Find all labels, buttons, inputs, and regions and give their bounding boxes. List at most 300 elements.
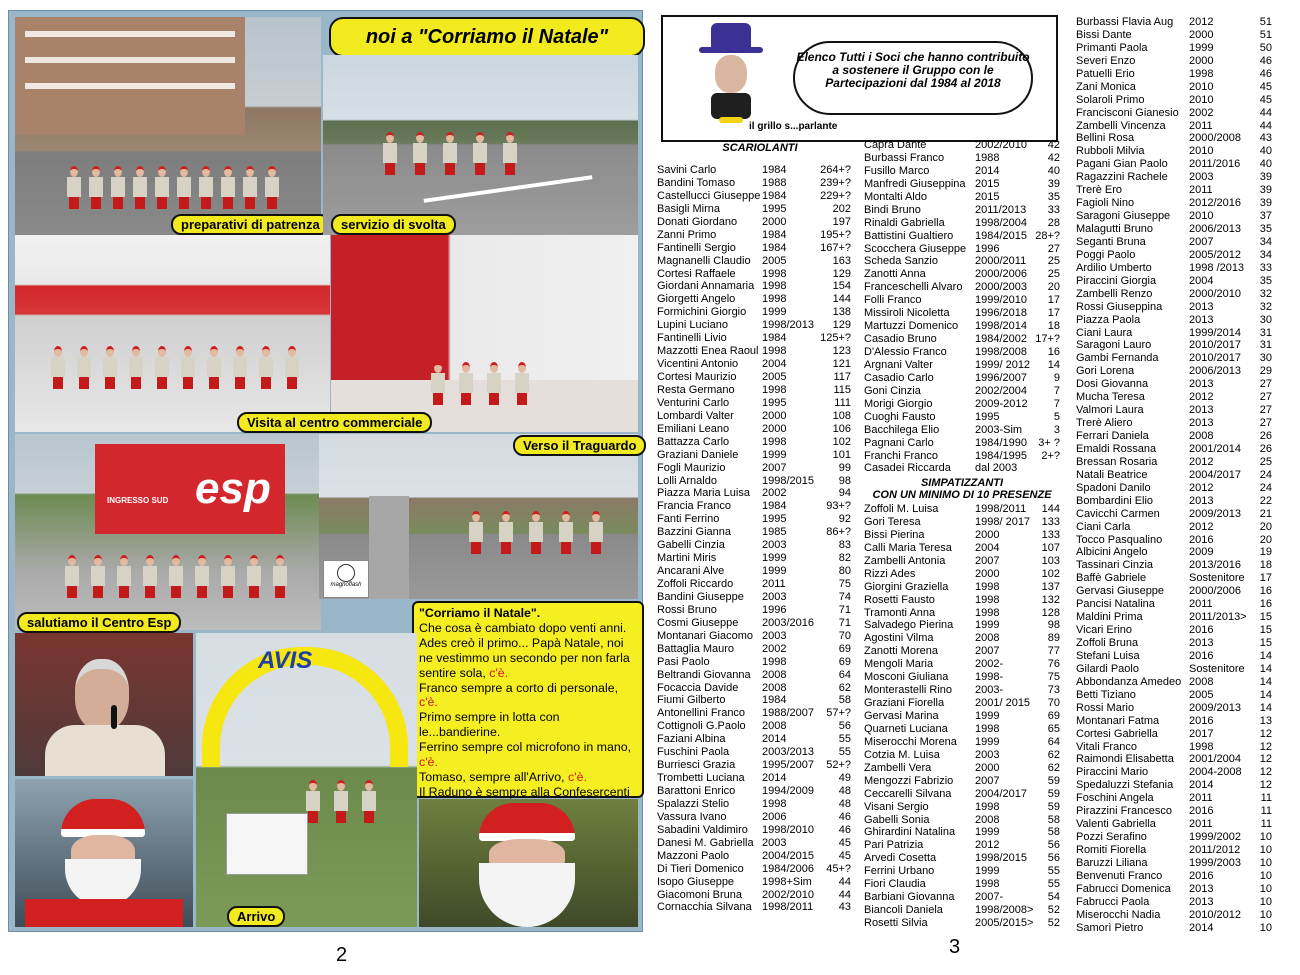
member-count: 58 — [838, 694, 851, 707]
member-years: 2007 — [1189, 235, 1214, 248]
member-name: Gilardi Paolo — [1076, 662, 1139, 675]
member-years: 1998 — [975, 593, 1000, 606]
member-row — [864, 268, 1060, 281]
member-count: 108 — [832, 409, 851, 422]
member-count: 45 — [1259, 80, 1272, 93]
member-count: 107 — [1041, 541, 1060, 554]
member-name: Agostini Vilma — [864, 632, 934, 645]
story-line-text: Il Raduno è sempre alla Confesercenti — [419, 784, 630, 799]
member-name: Pirazzini Francesco — [1076, 805, 1172, 818]
member-row — [1076, 844, 1272, 857]
member-years: 1999 — [762, 552, 787, 565]
member-name: Rossi Giuseppina — [1076, 300, 1163, 313]
member-years: 2005/2012 — [1189, 248, 1241, 261]
member-name: Salvadego Pierina — [864, 619, 954, 632]
member-count: 17 — [1047, 294, 1060, 307]
member-count: 12 — [1259, 779, 1272, 792]
scariolanti-column-1 — [657, 164, 851, 914]
member-count: 34 — [1259, 248, 1272, 261]
member-years: 1984 — [762, 500, 787, 513]
member-name: Burriesci Grazia — [657, 759, 736, 772]
member-count: 51 — [1259, 28, 1272, 41]
grillo-illustration — [693, 23, 773, 123]
member-row — [864, 594, 1060, 607]
member-years: 2010 — [1189, 80, 1214, 93]
member-years: 2006 — [762, 810, 787, 823]
member-count: 24 — [1259, 468, 1272, 481]
member-years: 2010 — [1189, 93, 1214, 106]
member-name: Antonellini Franco — [657, 707, 746, 720]
member-row — [657, 694, 851, 707]
member-row — [864, 191, 1060, 204]
member-row — [657, 293, 851, 306]
member-count: 14 — [1259, 675, 1272, 688]
story-line — [419, 740, 637, 770]
member-row — [657, 824, 851, 837]
member-count: 45 — [838, 849, 851, 862]
member-name: Piraccini Giorgia — [1076, 274, 1157, 287]
member-row — [1076, 805, 1272, 818]
member-count: 76 — [1047, 658, 1060, 671]
page-number-left: 2 — [336, 944, 348, 966]
story-line — [419, 681, 637, 711]
member-row — [1076, 779, 1272, 792]
member-years: 2013 — [1189, 378, 1214, 391]
member-count: 14 — [1259, 649, 1272, 662]
member-name: Gabelli Cinzia — [657, 539, 725, 552]
member-years: 2000/2008 — [1189, 132, 1241, 145]
member-row — [864, 385, 1060, 398]
member-name: Graziani Fiorella — [864, 697, 945, 710]
member-row — [864, 359, 1060, 372]
member-years: 2016 — [1189, 869, 1214, 882]
member-row — [1076, 171, 1272, 184]
member-name: Franchi Franco — [864, 449, 938, 462]
building — [15, 17, 245, 135]
member-name: Rossi Mario — [1076, 701, 1135, 714]
member-name: Gori Lorena — [1076, 365, 1135, 378]
member-years: 2001/2004 — [1189, 753, 1241, 766]
member-name: Zanni Primo — [657, 228, 717, 241]
member-years: 1999/ 2012 — [975, 358, 1031, 371]
member-count: 115 — [833, 383, 851, 396]
member-years: 1999/2003 — [1189, 856, 1241, 869]
member-row — [864, 529, 1060, 542]
member-row — [1076, 391, 1272, 404]
member-name: Cosmi Giuseppe — [657, 616, 739, 629]
member-years: 2010/2012 — [1189, 908, 1241, 921]
member-years: 1998 — [1189, 740, 1214, 753]
photo-start-preparation — [15, 17, 321, 239]
member-count: 18 — [1259, 559, 1272, 572]
member-name: Bissi Dante — [1076, 28, 1132, 41]
member-years: 2002 — [762, 487, 787, 500]
member-name: Gori Teresa — [864, 515, 921, 528]
member-row — [1076, 637, 1272, 650]
member-count: 40 — [1259, 158, 1272, 171]
grillo-caption: il grillo s...parlante — [749, 121, 838, 132]
member-years: 2003 — [762, 629, 787, 642]
member-count: 55 — [1047, 865, 1060, 878]
photo-mall-corridor — [331, 235, 638, 432]
member-count: 17 — [1047, 307, 1060, 320]
member-count: 70 — [1047, 697, 1060, 710]
caption-arrival: Arrivo — [227, 906, 285, 927]
member-name: Faziani Albina — [657, 733, 726, 746]
member-name: Capra Dante — [864, 139, 927, 151]
member-years: 1998/2011 — [762, 901, 814, 914]
member-row — [1076, 184, 1272, 197]
member-count: 40 — [1259, 145, 1272, 158]
member-row — [657, 733, 851, 746]
member-name: Martuzzi Domenico — [864, 320, 959, 333]
member-years: 2016 — [1189, 624, 1214, 637]
member-years: 1999 — [762, 448, 787, 461]
member-name: Mazzotti Enea Raoul — [657, 345, 759, 358]
member-years: 2010 — [1189, 145, 1214, 158]
member-row — [657, 772, 851, 785]
member-name: Piazza Paola — [1076, 313, 1141, 326]
member-row — [1076, 922, 1272, 935]
simpatizzanti-column-3 — [1076, 16, 1272, 935]
member-count: 44 — [838, 888, 851, 901]
member-row — [1076, 210, 1272, 223]
caption-towards-finish: Verso il Traguardo — [513, 435, 646, 456]
member-name: Sabadini Valdimiro — [657, 823, 748, 836]
member-row — [864, 178, 1060, 191]
member-years: 1985 — [762, 526, 787, 539]
member-count: 62 — [1047, 761, 1060, 774]
member-count: 34 — [1259, 235, 1272, 248]
member-row — [657, 565, 851, 578]
member-years: 2002 — [762, 642, 787, 655]
member-count: 89 — [1047, 632, 1060, 645]
member-name: Dosi Giovanna — [1076, 378, 1149, 391]
member-name: Cottignoli G.Paolo — [657, 720, 746, 733]
member-row — [864, 658, 1060, 671]
member-row — [1076, 792, 1272, 805]
member-years: 2013 — [1189, 882, 1214, 895]
member-years: 2010/2017 — [1189, 339, 1241, 352]
photo-centro-esp — [15, 434, 321, 630]
member-row — [864, 411, 1060, 424]
member-years: 2004/2017 — [1189, 468, 1241, 481]
microphone-icon — [111, 705, 117, 729]
member-name: Ragazzini Rachele — [1076, 171, 1168, 184]
member-name: Lupini Luciano — [657, 319, 728, 332]
member-row — [657, 475, 851, 488]
member-name: Romiti Fiorella — [1076, 844, 1147, 856]
member-years: 1995 — [762, 513, 787, 526]
member-count: 35 — [1047, 190, 1060, 203]
member-count: 31 — [1259, 339, 1272, 352]
member-row — [657, 216, 851, 229]
member-name: Fogli Maurizio — [657, 461, 726, 474]
member-name: Ancarani Alve — [657, 565, 725, 578]
member-count: 26 — [1259, 430, 1272, 442]
member-row — [864, 684, 1060, 697]
member-row — [657, 268, 851, 281]
member-years: 2005 — [762, 371, 787, 383]
member-count: 43 — [1259, 132, 1272, 145]
member-years: 2012 — [975, 839, 1000, 852]
member-name: Isopo Giuseppe — [657, 875, 735, 888]
member-count: 19 — [1259, 546, 1272, 559]
member-row — [1076, 29, 1272, 42]
member-count: 45 — [838, 836, 851, 849]
member-row — [657, 863, 851, 876]
member-years: 1998 /2013 — [1189, 261, 1245, 274]
member-years: 2000 — [975, 528, 1000, 541]
member-name: Severi Enzo — [1076, 54, 1136, 67]
member-name: Morigi Giorgio — [864, 397, 933, 410]
member-years: Sostenitore — [1189, 662, 1245, 675]
member-count: 99 — [838, 461, 851, 474]
member-count: 75 — [838, 578, 851, 590]
member-years: 1995 — [762, 396, 787, 409]
member-row — [657, 578, 851, 591]
cartoon-portrait — [323, 560, 369, 598]
member-years: 2002/2010 — [975, 139, 1027, 151]
member-row — [657, 164, 851, 177]
member-row — [864, 503, 1060, 516]
member-years: 1988 — [762, 176, 787, 189]
member-count: 55 — [838, 733, 851, 746]
member-years: 2016 — [1189, 714, 1214, 727]
member-row — [1076, 469, 1272, 482]
member-name: Bombardini Elio — [1076, 494, 1154, 507]
member-row — [864, 243, 1060, 256]
member-years: 1995 — [762, 202, 787, 215]
member-count: 20 — [1259, 533, 1272, 546]
member-row — [1076, 482, 1272, 495]
member-name: Cavicchi Carmen — [1076, 507, 1160, 520]
member-years: 2011 — [1189, 792, 1213, 805]
member-count: 94 — [838, 487, 851, 500]
member-row — [657, 682, 851, 695]
member-count: 58 — [1047, 826, 1060, 839]
member-count: 80 — [838, 565, 851, 578]
member-name: Martini Miris — [657, 552, 717, 565]
member-name: Donati Giordano — [657, 215, 738, 228]
member-row — [657, 850, 851, 863]
member-name: Bandini Tomaso — [657, 176, 736, 189]
member-row — [657, 332, 851, 345]
member-count: 138 — [832, 306, 851, 319]
member-years: 2011 — [1189, 184, 1213, 197]
member-count: 133 — [1041, 528, 1060, 541]
member-years: 1999 — [1189, 41, 1214, 54]
member-count: 58 — [1047, 813, 1060, 826]
member-row — [1076, 831, 1272, 844]
member-name: Pancisi Natalina — [1076, 598, 1155, 611]
member-years: 2002/2004 — [975, 384, 1027, 397]
member-name: Quarneti Luciana — [864, 722, 948, 735]
member-years: 1999/2002 — [1189, 831, 1241, 844]
member-count: 73 — [1047, 684, 1060, 697]
member-row — [657, 306, 851, 319]
member-years: 2007 — [975, 554, 1000, 567]
member-count: 30 — [1259, 313, 1272, 326]
member-years: 1999 — [975, 619, 1000, 632]
member-years: 1998/ 2017 — [975, 515, 1031, 528]
member-count: 25 — [1047, 255, 1060, 268]
member-row — [864, 788, 1060, 801]
member-count: 45+? — [826, 862, 851, 875]
member-row — [1076, 378, 1272, 391]
member-count: 71 — [838, 616, 851, 629]
member-count: 27 — [1259, 391, 1272, 404]
member-name: Lombardi Valter — [657, 409, 734, 422]
story-line-text: Primo sempre in lotta con le...bandierine. — [419, 710, 560, 740]
member-count: 32 — [1259, 287, 1272, 300]
member-count: 133 — [1041, 515, 1060, 528]
member-name: Savini Carlo — [657, 164, 717, 176]
member-years: 1996 — [762, 603, 787, 616]
member-row — [1076, 508, 1272, 521]
member-years: 2003-Sim — [975, 423, 1023, 436]
member-name: Vicentini Antonio — [657, 358, 739, 371]
member-years: 2004 — [975, 541, 1000, 554]
member-row — [1076, 611, 1272, 624]
member-years: 2011 — [1189, 818, 1213, 831]
member-row — [1076, 663, 1272, 676]
member-name: Basigli Mirna — [657, 202, 720, 215]
member-count: 70 — [838, 629, 851, 642]
member-years: 1984/1990 — [975, 436, 1027, 449]
member-name: Scocchera Giuseppe — [864, 242, 967, 255]
section-simpatizzanti-subtitle: CON UN MINIMO DI 10 PRESENZE — [872, 489, 1052, 501]
member-years: 2008 — [762, 681, 787, 694]
member-name: Miserocchi Morena — [864, 735, 957, 748]
member-name: Focaccia Davide — [657, 681, 739, 694]
member-years: Sostenitore — [1189, 572, 1245, 585]
member-count: 31 — [1259, 326, 1272, 339]
member-count: 18 — [1047, 320, 1060, 333]
caption-preparation: preparativi di patrenza — [171, 214, 330, 235]
member-years: 2005 — [762, 254, 787, 267]
member-count: 39 — [1259, 197, 1272, 210]
member-count: 132 — [1041, 593, 1060, 606]
member-years: 2011/2012 — [1189, 844, 1241, 856]
member-count: 7 — [1053, 384, 1060, 397]
member-row — [1076, 81, 1272, 94]
member-years: 1995/2007 — [762, 759, 814, 772]
member-row — [1076, 223, 1272, 236]
member-name: Gambi Fernanda — [1076, 352, 1159, 365]
member-name: D'Alessio Franco — [864, 346, 947, 358]
story-line-text: Ferrino sempre col microfono in mano, — [419, 740, 632, 755]
member-row — [1076, 715, 1272, 728]
walkers-mall — [51, 309, 311, 389]
member-row — [1076, 275, 1272, 288]
member-row — [657, 371, 851, 384]
member-row — [1076, 120, 1272, 133]
member-name: Malagutti Bruno — [1076, 223, 1154, 235]
caption-turn-service: servizio di svolta — [331, 214, 456, 235]
member-row — [1076, 132, 1272, 145]
member-years: 1998 — [975, 722, 1000, 735]
member-row — [864, 294, 1060, 307]
member-count: 16 — [1047, 346, 1060, 358]
member-years: 2016 — [1189, 649, 1214, 662]
member-years: 1988 — [975, 151, 1000, 164]
member-years: 2014 — [762, 772, 787, 785]
member-name: Missiroli Nicoletta — [864, 307, 950, 320]
member-name: Arvedi Cosetta — [864, 852, 937, 865]
member-name: Magnanelli Claudio — [657, 254, 751, 267]
member-row — [1076, 559, 1272, 572]
member-years: 1996/2007 — [975, 371, 1027, 384]
member-name: Spedaluzzi Stefania — [1076, 779, 1174, 792]
member-name: Pagnani Carlo — [864, 436, 934, 449]
member-row — [657, 643, 851, 656]
member-count: 16 — [1259, 598, 1272, 611]
member-count: 56 — [1047, 839, 1060, 852]
member-row — [1076, 365, 1272, 378]
member-row — [1076, 197, 1272, 210]
story-line-text: Ades creò il primo... Papà Natale, noi ne vestimmo un secondo per non farla sentire sola, — [419, 635, 630, 680]
member-row — [657, 811, 851, 824]
member-years: 2011 — [762, 578, 786, 590]
member-count: 46 — [838, 810, 851, 823]
member-name: Castellucci Giuseppe — [657, 189, 761, 202]
member-name: Ghirardini Natalina — [864, 826, 956, 839]
member-name: Zoffoli Riccardo — [657, 578, 734, 590]
member-count: 32 — [1259, 300, 1272, 313]
member-years: 2001/ 2015 — [975, 697, 1031, 710]
member-row — [864, 516, 1060, 529]
member-count: 102 — [1041, 567, 1060, 580]
member-count: 111 — [834, 396, 851, 409]
member-count: 20 — [1259, 520, 1272, 533]
member-name: Zambelli Vincenza — [1076, 119, 1166, 132]
member-name: Fiori Claudia — [864, 878, 926, 891]
member-count: 13 — [1259, 714, 1272, 727]
member-years: 2014 — [1189, 921, 1214, 934]
caption-centro-esp: salutiamo il Centro Esp — [17, 612, 181, 633]
member-name: Valenti Gabriella — [1076, 818, 1156, 831]
member-name: Baffè Gabriele — [1076, 572, 1147, 585]
member-years: 1984/2002 — [975, 333, 1027, 346]
member-count: 27 — [1259, 378, 1272, 391]
member-count: 44 — [838, 875, 851, 888]
member-row — [864, 891, 1060, 904]
member-name: Graziani Daniele — [657, 448, 739, 461]
member-years: 2006/2013 — [1189, 223, 1241, 235]
member-name: Tramonti Anna — [864, 606, 936, 619]
member-name: Miserocchi Nadia — [1076, 908, 1161, 921]
member-name: Bellini Rosa — [1076, 132, 1135, 145]
member-row — [1076, 676, 1272, 689]
member-count: 59 — [1047, 774, 1060, 787]
member-row — [657, 746, 851, 759]
member-row — [657, 876, 851, 889]
member-row — [657, 552, 851, 565]
member-years: 1998/2010 — [762, 823, 814, 836]
member-row — [1076, 534, 1272, 547]
member-row — [864, 865, 1060, 878]
member-count: 55 — [838, 746, 851, 759]
member-years: 2003- — [975, 684, 1004, 697]
member-row — [657, 656, 851, 669]
member-years: dal 2003 — [975, 462, 1018, 475]
member-years: 1984 — [762, 228, 787, 241]
member-row — [1076, 145, 1272, 158]
member-count: 3 — [1053, 423, 1060, 436]
member-years: 1998- — [975, 671, 1004, 684]
member-years: 2011 — [1189, 119, 1213, 132]
